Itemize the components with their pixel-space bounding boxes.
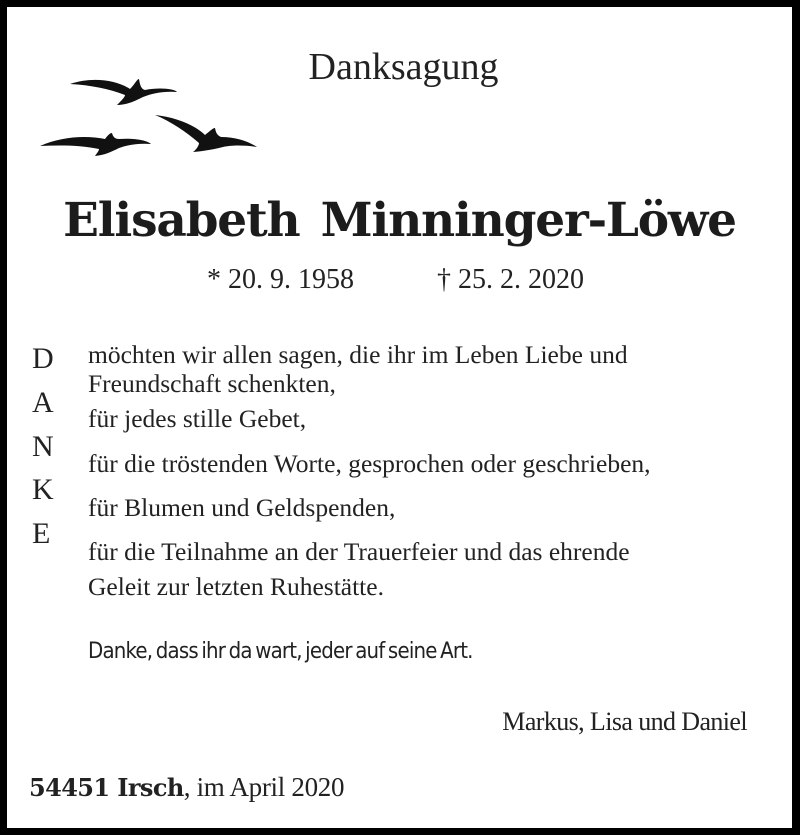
closing-line: Danke, dass ihr da wart, jeder auf seine Art.	[88, 639, 473, 664]
acrostic-letter: E	[32, 517, 51, 550]
place-and-date	[29, 772, 344, 803]
text-line: für die tröstenden Worte, gesprochen oder geschrieben,	[88, 449, 651, 478]
acrostic-letter: K	[32, 473, 54, 506]
signers: Markus, Lisa und Daniel	[502, 707, 747, 736]
acrostic-letter: D	[32, 342, 54, 375]
text-line: Geleit zur letzten Ruhestätte.	[88, 572, 384, 601]
text-line: möchten wir allen sagen, die ihr im Leben Liebe und	[88, 340, 628, 369]
obituary-notice	[7, 7, 792, 828]
place-postcode-town: 54451 Irsch	[29, 773, 184, 802]
heading: Danksagung	[308, 46, 499, 88]
deceased-name: Elisabeth Minninger-Löwe	[63, 193, 736, 248]
death-date: † 25. 2. 2020	[437, 264, 584, 295]
text-line: für Blumen und Geldspenden,	[88, 493, 396, 522]
acrostic-letter: N	[32, 430, 54, 463]
text-line: für die Teilnahme an der Trauerfeier und das ehrende	[88, 537, 630, 566]
text-line: für jedes stille Gebet,	[88, 404, 307, 433]
date-text: , im April 2020	[183, 772, 345, 802]
acrostic-letter: A	[32, 386, 54, 419]
birth-date: * 20. 9. 1958	[207, 264, 354, 295]
text-line: Freundschaft schenkten,	[88, 369, 336, 398]
